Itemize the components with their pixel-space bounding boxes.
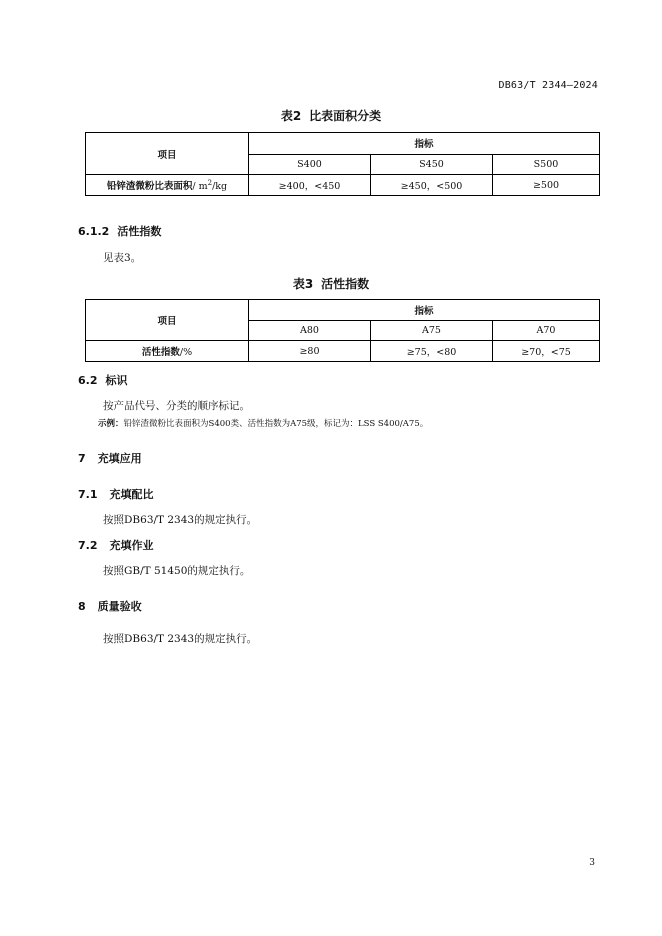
section-7-2-heading: [78, 537, 154, 553]
table3-caption-title: 活性指数: [321, 277, 370, 291]
section-7-heading: [78, 450, 142, 466]
table2-col-index: 指标: [249, 133, 600, 155]
section-title: 活性指数: [117, 225, 162, 238]
section-title: 质量验收: [97, 600, 142, 613]
table2-grade-s400: S400: [249, 154, 371, 175]
table3-grade-a80: A80: [249, 321, 371, 341]
table3-col-index: 指标: [249, 300, 600, 321]
table-row: [86, 175, 600, 196]
table2-row-label-unit-sup: 2: [207, 178, 213, 187]
table3-row-label-text: 活性指数: [141, 347, 180, 358]
section-6-1-2-text: 见表3。: [103, 252, 142, 264]
section-number: 8: [78, 600, 86, 613]
table3-value-a70: ≥70，<75: [493, 341, 600, 362]
table2-caption-number: 表2: [280, 109, 302, 123]
section-number: 7: [78, 452, 86, 465]
table3-value-a80: ≥80: [249, 341, 371, 362]
example-text: 铅锌渣微粉比表面积为S400类、活性指数为A75级，标记为：LSS S400/A75。: [123, 419, 429, 429]
section-8-text: 按照DB63/T 2343的规定执行。: [103, 633, 258, 645]
table-row: [86, 300, 600, 321]
table2-value-s450: ≥450，<500: [371, 175, 493, 196]
table2-value-s400: ≥400，<450: [249, 175, 371, 196]
table3-value-a75: ≥75，<80: [371, 341, 493, 362]
table2-col-item: 项目: [86, 133, 249, 175]
example-note: [98, 417, 428, 429]
table-row: [86, 133, 600, 155]
table2-row-label-unit-post: /kg: [212, 181, 228, 192]
table3-row-label: [86, 341, 249, 362]
section-7-2-text: 按照GB/T 51450的规定执行。: [103, 565, 251, 577]
table2-value-s500: ≥500: [493, 175, 600, 196]
table2: [85, 132, 600, 196]
table2-row-label: [86, 175, 249, 196]
section-number: 7.2: [78, 539, 98, 552]
table3-row-label-unit: /%: [179, 347, 193, 358]
table3-grade-a70: A70: [493, 321, 600, 341]
section-6-2-text: 按产品代号、分类的顺序标记。: [103, 400, 250, 412]
section-6-2-heading: [78, 372, 128, 388]
table3-col-item: 项目: [86, 300, 249, 341]
table3-caption: [0, 275, 662, 292]
table3: [85, 299, 600, 362]
table2-grade-s450: S450: [371, 154, 493, 175]
table2-row-label-text: 铅锌渣微粉比表面积: [106, 181, 193, 192]
section-number: 7.1: [78, 488, 98, 501]
section-7-1-text: 按照DB63/T 2343的规定执行。: [103, 514, 258, 526]
table2-caption-title: 比表面积分类: [309, 109, 382, 123]
table3-caption-number: 表3: [292, 277, 314, 291]
section-8-heading: [78, 598, 142, 614]
section-title: 充填作业: [109, 539, 154, 552]
section-title: 充填应用: [97, 452, 142, 465]
page-number: 3: [589, 858, 595, 868]
document-code: DB63/T 2344—2024: [498, 80, 598, 91]
table3-grade-a75: A75: [371, 321, 493, 341]
table-row: [86, 341, 600, 362]
section-number: 6.1.2: [78, 225, 110, 238]
table2-row-label-unit-pre: / m: [192, 181, 208, 192]
table2-grade-s500: S500: [493, 154, 600, 175]
example-label: 示例：: [98, 419, 124, 429]
section-number: 6.2: [78, 374, 98, 387]
section-7-1-heading: [78, 486, 154, 502]
section-title: 充填配比: [109, 488, 154, 501]
table2-caption: [0, 107, 662, 124]
section-title: 标识: [105, 374, 128, 387]
section-6-1-2-heading: [78, 223, 161, 239]
